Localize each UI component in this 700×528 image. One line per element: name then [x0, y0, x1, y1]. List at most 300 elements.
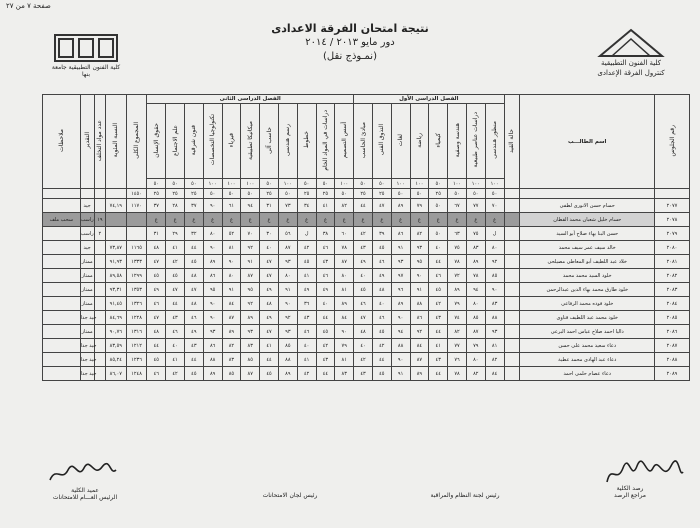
mark-cell: ٩٢ [410, 325, 429, 339]
mark-cell: ٤٥ [372, 241, 391, 255]
max-mark: ١٠٠ [278, 179, 297, 189]
subject-header [410, 104, 429, 179]
percent-cell: ٨٦,٠٧ [105, 367, 126, 381]
blank [105, 189, 126, 199]
state-cell [504, 269, 520, 283]
mark-cell: ٨٣ [222, 353, 241, 367]
mark-cell: ٤٢ [297, 241, 316, 255]
table-row [43, 311, 690, 325]
mark-cell: ٣٨ [316, 227, 335, 241]
subject-header [222, 104, 241, 179]
rank-cell [94, 269, 105, 283]
max-mark: ٥٠ [184, 179, 203, 189]
notes-cell [43, 269, 81, 283]
mark-cell: ٩٤ [466, 283, 485, 297]
seat-number: ٢٠٨٣ [655, 283, 690, 297]
page-title: نتيجة امتحان الفرقة الاعدادى [271, 22, 429, 35]
mark-cell: ٨٥ [222, 367, 241, 381]
total-header [126, 95, 147, 189]
student-name: دعاء سعيد محمد على حسن [520, 339, 655, 353]
grade-cell: ممتاز [80, 283, 94, 297]
mark-cell: ٤٨ [354, 325, 373, 339]
mark-cell: ٨٩ [391, 297, 410, 311]
mark-cell: ٧٥ [466, 227, 485, 241]
mark-cell: غ [316, 213, 335, 227]
grade-cell: ممتاز [80, 297, 94, 311]
mark-cell: ٣٢ [184, 227, 203, 241]
state-cell [504, 213, 520, 227]
mark-cell: ٤٢ [354, 353, 373, 367]
max-mark: ١٠٠ [391, 179, 410, 189]
mark-cell: ٨٩ [241, 311, 260, 325]
mark-cell: ٧٥ [448, 241, 467, 255]
rank-cell [94, 241, 105, 255]
max-mark: ٥٠ [372, 179, 391, 189]
seat-header [655, 95, 690, 189]
mark-cell: ٤٣ [429, 353, 448, 367]
mark-cell: ٤١ [429, 339, 448, 353]
min-mark: ٥٠ [203, 189, 222, 199]
mark-cell: ٨٧ [278, 241, 297, 255]
mark-cell: ٤٨ [260, 297, 279, 311]
mark-cell: ٤٠ [429, 241, 448, 255]
mark-cell: ٨٣ [485, 297, 504, 311]
mark-cell: ٨٩ [391, 199, 410, 213]
total-cell: ١٢٣٦ [126, 353, 147, 367]
rank-header-label: عدد مواد التخلف [96, 119, 104, 162]
mark-cell: غ [166, 213, 185, 227]
max-mark: ١٠٠ [466, 179, 485, 189]
mark-cell: ٧٩ [410, 199, 429, 213]
mark-cell: ٤٤ [316, 311, 335, 325]
min-mark: ٥٠ [278, 189, 297, 199]
mark-cell: ٩٠ [203, 311, 222, 325]
max-mark: ٥٠ [147, 179, 166, 189]
mark-cell: ٩٣ [278, 255, 297, 269]
total-cell: ١٣٥٣ [126, 283, 147, 297]
mark-cell: غ [335, 213, 354, 227]
max-mark: ٥٠ [166, 179, 185, 189]
student-name: خالد سيف عمر سيف محمد [520, 241, 655, 255]
mark-cell: ٤٦ [297, 325, 316, 339]
subject-name: فنون شرقية [190, 124, 198, 156]
mark-cell: ٥٠ [429, 199, 448, 213]
grade-cell: جيد [80, 241, 94, 255]
percent-cell: ٩١,٤٥ [105, 297, 126, 311]
mark-cell: ٨٠ [278, 269, 297, 283]
mark-cell: ٤١ [166, 241, 185, 255]
student-name: حسام حسن الانورى لطفى [520, 199, 655, 213]
min-mark: ٥٠ [466, 189, 485, 199]
mark-cell: ٤٣ [429, 311, 448, 325]
state-cell [504, 227, 520, 241]
mark-cell: ٤١ [260, 339, 279, 353]
state-cell [504, 297, 520, 311]
mark-cell: ٨٨ [278, 353, 297, 367]
subject-name: هندسة وصفية [453, 122, 461, 158]
mark-cell: ٥٠ [429, 227, 448, 241]
faculty-name: كلية الفنون التطبيقية [600, 59, 662, 67]
mark-cell: ٤٧ [147, 311, 166, 325]
mark-cell: ٨٠ [485, 241, 504, 255]
mark-cell: ٨٩ [410, 367, 429, 381]
mark-cell: ٤٦ [147, 367, 166, 381]
mark-cell: غ [391, 213, 410, 227]
state-cell [504, 199, 520, 213]
mark-cell: ٩١ [391, 241, 410, 255]
mark-cell: ٤٨ [147, 241, 166, 255]
mark-cell: ٤٩ [372, 269, 391, 283]
state-cell [504, 241, 520, 255]
percent-cell [105, 227, 126, 241]
mark-cell: ٤٣ [354, 367, 373, 381]
rank-cell: ٢ [94, 227, 105, 241]
total-header-label: المجموع الكلى [133, 122, 141, 159]
mark-cell: ٨٥ [485, 269, 504, 283]
mark-cell: ٨٨ [391, 339, 410, 353]
table-row [43, 283, 690, 297]
mark-cell: ٤١ [316, 199, 335, 213]
mark-cell: ٥٢ [222, 227, 241, 241]
mark-cell: ٤٢ [429, 297, 448, 311]
min-mark: ٢٥ [354, 189, 373, 199]
percent-cell: ٨٥,٢٤ [105, 353, 126, 367]
mark-cell: ٧٩ [466, 339, 485, 353]
mark-cell: ٩١ [410, 283, 429, 297]
mark-cell: ٤٣ [316, 353, 335, 367]
grade-cell: جيد [80, 199, 94, 213]
mark-cell: ٨٩ [203, 255, 222, 269]
student-name: خلود فوده محمد الرفاعى [520, 297, 655, 311]
blank [655, 189, 690, 199]
mark-cell: ٩٢ [241, 297, 260, 311]
mark-cell: ٤٥ [166, 269, 185, 283]
mark-cell: ٨٢ [335, 199, 354, 213]
mark-cell: ٤٣ [166, 311, 185, 325]
mark-cell: ٨٦ [203, 339, 222, 353]
mark-cell: ٩٢ [278, 311, 297, 325]
dean-signature [48, 462, 118, 488]
mark-cell: ٨٢ [410, 227, 429, 241]
min-mark: ٢٥ [316, 189, 335, 199]
total-cell: ١٣١٦ [126, 325, 147, 339]
total-cell [126, 227, 147, 241]
mark-cell: ٨٤ [485, 367, 504, 381]
mark-cell: ٩٢ [241, 241, 260, 255]
min-mark: ٢٥ [184, 189, 203, 199]
student-name: خلود طارق محمد بهاء الدين عبدالرحمن [520, 283, 655, 297]
mark-cell: ٩٣ [485, 325, 504, 339]
state-header [504, 95, 520, 189]
mark-cell: ٤١ [166, 353, 185, 367]
notes-cell [43, 339, 81, 353]
percent-cell [105, 213, 126, 227]
header-row-min [43, 189, 690, 199]
mark-cell: ٤٧ [354, 311, 373, 325]
mark-cell: ٩٣ [410, 241, 429, 255]
mark-cell: ٩٠ [391, 311, 410, 325]
mark-cell: ٤٩ [354, 255, 373, 269]
grade-cell: ممتاز [80, 325, 94, 339]
session-label: دور مايو ٢٠١٣ / ٢٠١٤ [305, 37, 395, 48]
mark-cell: ٨١ [335, 283, 354, 297]
mark-cell: ٤٧ [372, 199, 391, 213]
min-mark: ٥٠ [410, 189, 429, 199]
mark-cell: ٩٥ [410, 255, 429, 269]
rank-cell: ١٩ [94, 213, 105, 227]
state-cell [504, 367, 520, 381]
mark-cell: ٤٩ [260, 283, 279, 297]
grade-header [80, 95, 94, 189]
left-logo-text: كلية الفنون التطبيقية جامعة بنها [51, 64, 121, 78]
notes-cell [43, 311, 81, 325]
seat-number: ٢٠٨٤ [655, 297, 690, 311]
mark-cell: ٤٦ [372, 255, 391, 269]
mark-cell: ٤٨ [184, 297, 203, 311]
mark-cell: ٤٥ [147, 353, 166, 367]
mark-cell: ٤٩ [297, 283, 316, 297]
max-mark: ١٠٠ [448, 179, 467, 189]
mark-cell: ٨٧ [241, 367, 260, 381]
mark-cell: ٧٨ [466, 269, 485, 283]
mark-cell: ٤٧ [260, 325, 279, 339]
table-row [43, 297, 690, 311]
seat-number: ٢٠٧٩ [655, 227, 690, 241]
subject-header [166, 104, 185, 179]
subject-name: حاسب آلى [265, 126, 273, 154]
percent-cell: ٩٣,٣١ [105, 283, 126, 297]
mark-cell: ٤٤ [372, 353, 391, 367]
mark-cell: ٤٣ [297, 311, 316, 325]
subject-name: دراسات عناصر طبيعية [472, 112, 480, 168]
total-cell: ١٢٢٨ [126, 311, 147, 325]
mark-cell: ٨٤ [410, 339, 429, 353]
percent-cell: ٩٠,٧٦ [105, 325, 126, 339]
mark-cell: ٨٥ [466, 311, 485, 325]
mark-cell: ٩٦ [391, 283, 410, 297]
grade-cell: ممتاز [80, 269, 94, 283]
mark-cell: ٤٠ [260, 241, 279, 255]
blank [520, 189, 655, 199]
faculty-logo-icon [54, 34, 118, 62]
mark-cell: ٢٨ [166, 199, 185, 213]
mark-cell: ٤٦ [316, 241, 335, 255]
total-max: ١٤٥٠ [126, 189, 147, 199]
mark-cell: ٤٠ [372, 297, 391, 311]
min-mark: ٥٠ [222, 189, 241, 199]
min-mark: ٥٠ [448, 189, 467, 199]
total-cell: ١١٦٥ [126, 241, 147, 255]
seat-number: ٢٠٨١ [655, 255, 690, 269]
mark-cell: ٧٣ [278, 199, 297, 213]
min-mark: ٥٠ [241, 189, 260, 199]
max-mark: ١٠٠ [335, 179, 354, 189]
mark-cell: ٩٠ [203, 241, 222, 255]
mark-cell: ٨٣ [335, 367, 354, 381]
max-mark: ٥٠ [354, 179, 373, 189]
percent-cell: ٨٣,٥٩ [105, 339, 126, 353]
mark-cell: ٤٥ [260, 367, 279, 381]
percent-cell: ٧٣,٨٧ [105, 241, 126, 255]
grade-cell: جيد جدا [80, 339, 94, 353]
header-title-block [250, 22, 450, 64]
table-row [43, 255, 690, 269]
mark-cell: ٧٧ [466, 199, 485, 213]
mark-cell: ٤٠ [166, 339, 185, 353]
mark-cell: ٨٠ [335, 269, 354, 283]
seat-number: ٢٠٨٧ [655, 339, 690, 353]
mark-cell: ٨٢ [448, 325, 467, 339]
subject-header [316, 104, 335, 179]
mark-cell: ٤٥ [372, 325, 391, 339]
table-row [43, 213, 690, 227]
mark-cell: ٤٥ [184, 255, 203, 269]
mark-cell: ٤٨ [184, 269, 203, 283]
mark-cell: غ [410, 213, 429, 227]
min-mark: ٥٠ [335, 189, 354, 199]
footer-order-committee: رئيس لجنة النظام والمراقبة [430, 492, 500, 499]
notes-cell [43, 227, 81, 241]
mark-cell: غ [184, 213, 203, 227]
mark-cell: ٤٦ [316, 269, 335, 283]
subject-name: منظور هـندسى [491, 121, 499, 159]
mark-cell: ل [297, 227, 316, 241]
mark-cell: ٤٠ [316, 297, 335, 311]
mark-cell: غ [429, 213, 448, 227]
subject-name: أسس التصميم [340, 121, 348, 159]
mark-cell: ٣١ [260, 199, 279, 213]
mark-cell: ٧٤ [448, 311, 467, 325]
mark-cell: ٨٠ [222, 269, 241, 283]
mark-cell: ٣٦ [297, 297, 316, 311]
subject-header [429, 104, 448, 179]
subject-name: رياضة [415, 132, 423, 148]
table-row [43, 241, 690, 255]
subject-header [335, 104, 354, 179]
notes-header-label: ملاحظات [57, 129, 65, 152]
mark-cell: ٦٠ [335, 227, 354, 241]
mark-cell: ٩٤ [391, 325, 410, 339]
mark-cell: ٨٠ [466, 297, 485, 311]
mark-cell: ٦٣ [448, 227, 467, 241]
mark-cell: ٨٢ [222, 339, 241, 353]
subject-name: رسم هندسى [284, 124, 292, 156]
subject-header [448, 104, 467, 179]
state-cell [504, 325, 520, 339]
table-row [43, 367, 690, 381]
mark-cell: ٩٠ [391, 353, 410, 367]
notes-cell [43, 255, 81, 269]
subject-header [372, 104, 391, 179]
mark-cell: ٤٦ [166, 325, 185, 339]
mark-cell: ٤٩ [147, 283, 166, 297]
seat-number: ٢٠٨٢ [655, 269, 690, 283]
subject-name: كيمياء [434, 132, 442, 148]
subject-header [466, 104, 485, 179]
state-header-label: حالة القيد [508, 128, 516, 153]
percent-cell: ٧٤,١٩ [105, 199, 126, 213]
total-cell: ١١٧٠ [126, 199, 147, 213]
mark-cell: ٥٦ [278, 227, 297, 241]
subject-name: ميكانيكا تطبيقية [246, 120, 254, 160]
mark-cell: ٤٢ [166, 367, 185, 381]
mark-cell: غ [448, 213, 467, 227]
mark-cell: ٤٤ [354, 199, 373, 213]
mark-cell: ٨١ [335, 353, 354, 367]
subject-header [203, 104, 222, 179]
subject-header [147, 104, 166, 179]
subject-header [184, 104, 203, 179]
mark-cell: ٨٣ [241, 339, 260, 353]
max-mark: ١٠٠ [485, 179, 504, 189]
mark-cell: ٤٢ [297, 367, 316, 381]
footer-dean-title: عميد الكلية [71, 487, 99, 494]
mark-cell: ٧٧ [448, 339, 467, 353]
subject-header [391, 104, 410, 179]
seat-header-label: رقم الجلوس [668, 124, 676, 157]
table-row [43, 339, 690, 353]
mark-cell: ٧٠ [485, 199, 504, 213]
grade-cell: جيد جدا [80, 311, 94, 325]
left-logo [47, 34, 125, 78]
subject-header [278, 104, 297, 179]
mark-cell: ٨٢ [466, 367, 485, 381]
mark-cell: ٧٦ [448, 353, 467, 367]
mark-cell: ٩٥ [203, 283, 222, 297]
mark-cell: ٤٩ [184, 325, 203, 339]
max-mark: ٥٠ [260, 179, 279, 189]
mark-cell: ٤٢ [316, 339, 335, 353]
student-name: داليا احمد صلاح عباس احمد البرعى [520, 325, 655, 339]
percent-cell: ٨٤,٦٩ [105, 311, 126, 325]
mark-cell: ٩١ [222, 283, 241, 297]
results-table [42, 94, 690, 381]
mark-cell: ٩١ [278, 283, 297, 297]
mark-cell: ٤٣ [316, 255, 335, 269]
mark-cell: ٤٠ [354, 339, 373, 353]
mark-cell: ٨٠ [466, 353, 485, 367]
mark-cell: ٨٩ [203, 367, 222, 381]
page-number: صفحة ٧ من ٢٧ [6, 2, 51, 10]
notes-cell [43, 283, 81, 297]
mark-cell: ٤٥ [354, 283, 373, 297]
seat-number: ٢٠٨٠ [655, 241, 690, 255]
mark-cell: ٤٩ [316, 283, 335, 297]
mark-cell: ٧٩ [335, 339, 354, 353]
max-mark: ١٠٠ [410, 179, 429, 189]
mark-cell: ٨٢ [485, 353, 504, 367]
max-mark: ١٠٠ [203, 179, 222, 189]
subject-header [354, 104, 373, 179]
state-cell [504, 339, 520, 353]
mark-cell: ٨١ [485, 339, 504, 353]
max-mark: ٥٠ [297, 179, 316, 189]
state-cell [504, 311, 520, 325]
mark-cell: ٩٧ [391, 269, 410, 283]
mark-cell: ٩١ [241, 255, 260, 269]
student-name: خلود السيد محمد محمد [520, 269, 655, 283]
min-mark: ٢٥ [166, 189, 185, 199]
subject-header [260, 104, 279, 179]
mark-cell: ٦١ [222, 199, 241, 213]
mark-cell: ٨٤ [335, 311, 354, 325]
mark-cell: غ [260, 213, 279, 227]
notes-header [43, 95, 81, 189]
grade-cell: جيد جدا [80, 353, 94, 367]
mark-cell: ٤٤ [260, 353, 279, 367]
subject-name: دراسات في المواد الخام [321, 109, 329, 171]
mark-cell: ٤٦ [429, 269, 448, 283]
